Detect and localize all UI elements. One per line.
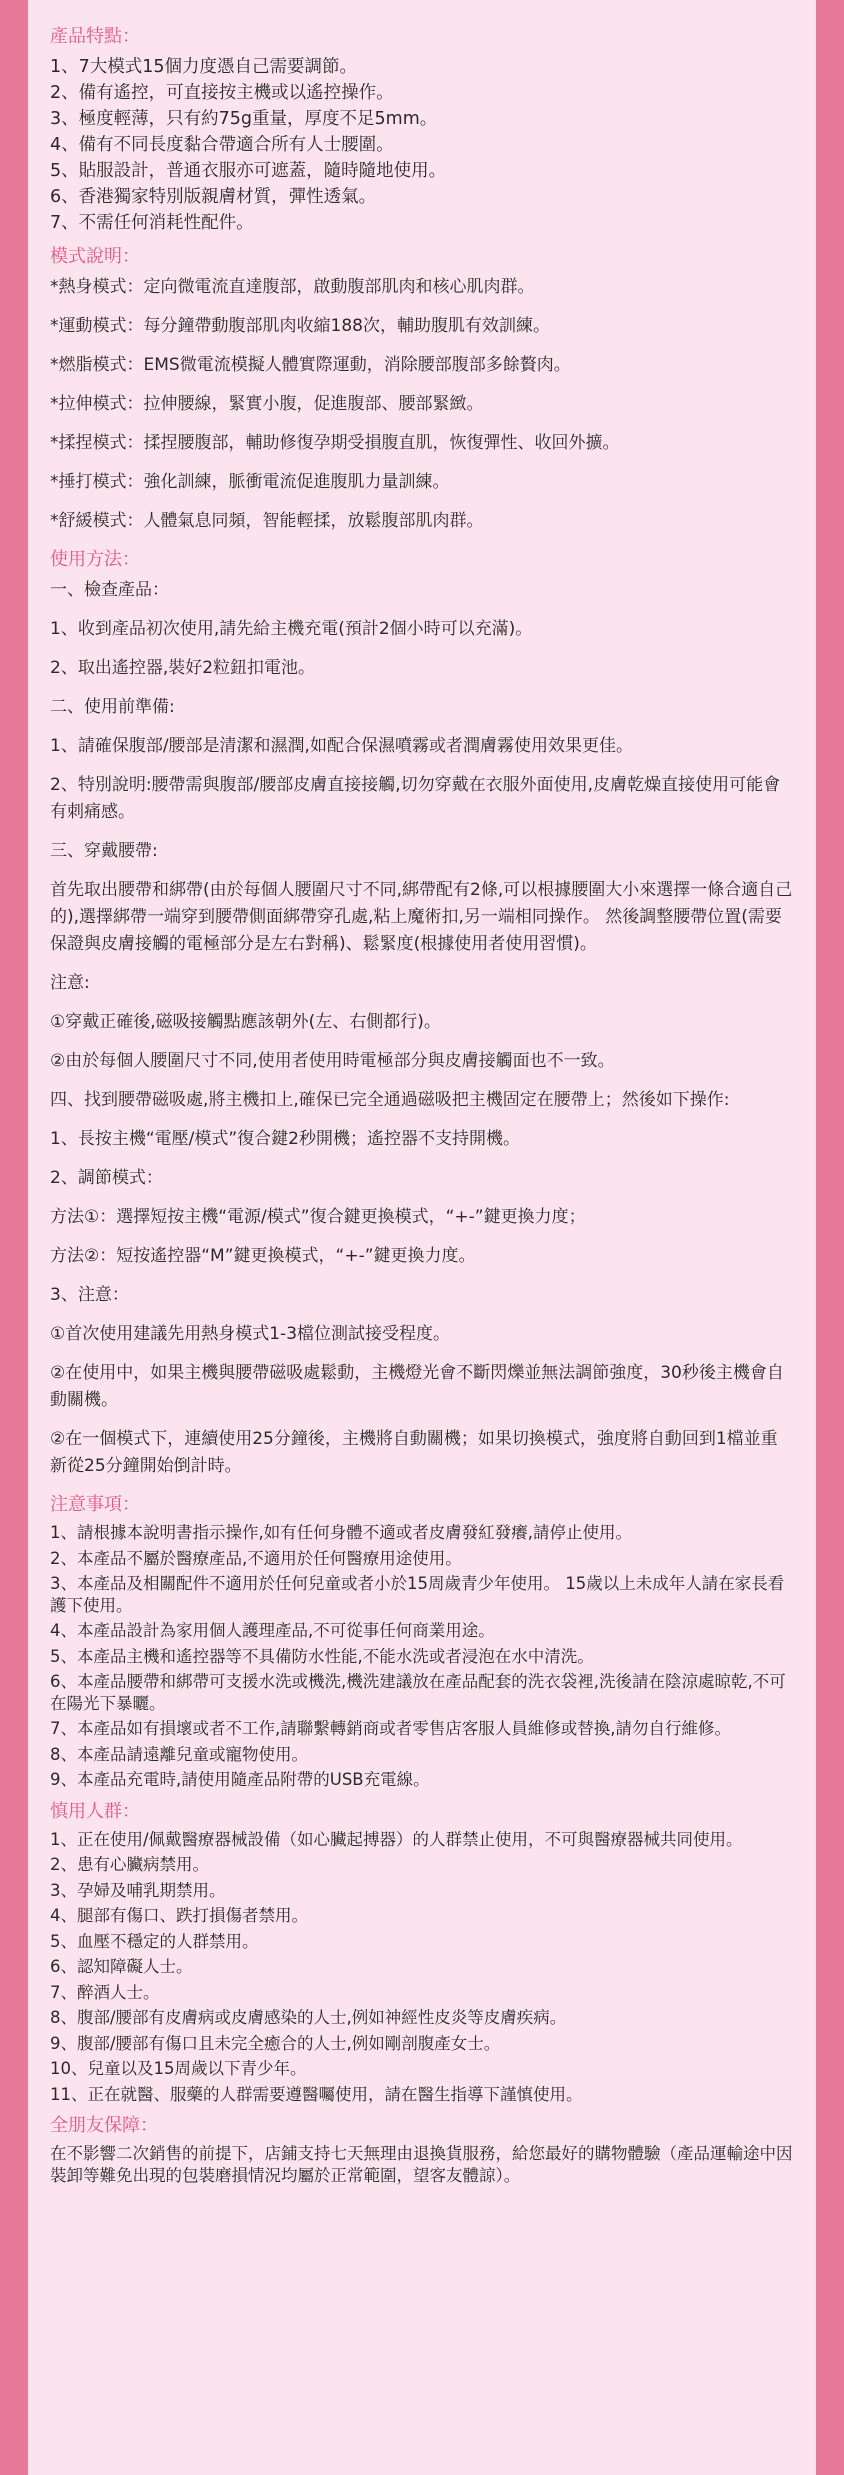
caution-heading: 慎用人群： <box>50 1800 140 1822</box>
note-item: 1、請根據本說明書指示操作,如有任何身體不適或者皮膚發紅發癢,請停止使用。 <box>50 1523 632 1542</box>
note-item: 7、本產品如有損壞或者不工作,請聯繫轉銷商或者零售店客服人員維修或替換,請勿自行維修。 <box>50 1719 731 1738</box>
usage-item: 首先取出腰帶和綁帶(由於每個人腰圍尺寸不同,綁帶配有2條,可以根據腰圍大小來選擇一條合適自己的),選擇綁帶一端穿到腰帶側面綁帶穿孔處,粘上魔術扣,另一端相同操作。 然後調整腰帶位置(需要保證與皮膚接觸的電極部分是左右對稱)、鬆緊度(根據使用者使用習慣)。 <box>50 880 793 954</box>
feature-item: 5、貼服設計，普通衣服亦可遮蓋，隨時隨地使用。 <box>50 161 447 181</box>
caution-item: 7、醉酒人士。 <box>50 1982 160 2002</box>
caution-item: 9、腹部/腰部有傷口且未完全癒合的人士,例如剛剖腹產女士。 <box>50 2033 501 2053</box>
caution-section <box>50 1799 794 2106</box>
usage-item: 四、找到腰帶磁吸處,將主機扣上,確保已完全通過磁吸把主機固定在腰帶上；然後如下操作: <box>50 1090 730 1110</box>
usage-item: ②在一個模式下，連續使用25分鐘後，主機將自動關機；如果切換模式，強度將自動回到1檔並重新從25分鐘開始倒計時。 <box>50 1429 778 1476</box>
caution-item: 4、腿部有傷口、跌打損傷者禁用。 <box>50 1906 308 1925</box>
caution-item: 1、正在使用/佩戴醫療器械設備（如心臟起搏器）的人群禁止使用，不可與醫療器械共同使用。 <box>50 1829 743 1849</box>
note-item: 2、本產品不屬於醫療產品,不適用於任何醫療用途使用。 <box>50 1548 462 1568</box>
usage-item: 二、使用前準備: <box>50 697 175 717</box>
usage-item: 1、長按主機“電壓/模式”復合鍵2秒開機；遙控器不支持開機。 <box>50 1129 520 1149</box>
usage-item: 3、注意： <box>50 1285 129 1305</box>
info-card <box>28 0 816 2475</box>
note-item: 9、本產品充電時,請使用隨產品附帶的USB充電線。 <box>50 1770 430 1789</box>
caution-item: 11、正在就醫、服藥的人群需要遵醫囑使用，請在醫生指導下謹慎使用。 <box>50 2084 583 2104</box>
caution-item: 6、認知障礙人士。 <box>50 1957 193 1976</box>
note-item: 8、本產品請遠離兒童或寵物使用。 <box>50 1744 308 1764</box>
feature-item: 3、極度輕薄，只有約75g重量，厚度不足5mm。 <box>50 109 438 129</box>
mode-item: *捶打模式：強化訓練，脈衝電流促進腹肌力量訓練。 <box>50 472 450 492</box>
feature-item: 2、備有遙控，可直接按主機或以遙控操作。 <box>50 83 394 103</box>
usage-heading: 使用方法： <box>50 549 140 570</box>
usage-item: 注意: <box>50 973 90 993</box>
features-section <box>50 24 794 236</box>
feature-item: 7、不需任何消耗性配件。 <box>50 213 254 233</box>
features-heading: 產品特點： <box>50 26 140 47</box>
usage-item: ①首次使用建議先用熱身模式1-3檔位測試接受程度。 <box>50 1324 451 1344</box>
mode-item: *拉伸模式：拉伸腰線，緊實小腹，促進腹部、腰部緊緻。 <box>50 394 484 414</box>
usage-item: ①穿戴正確後,磁吸接觸點應該朝外(左、右側都行)。 <box>50 1012 441 1032</box>
feature-item: 4、備有不同長度黏合帶適合所有人士腰圍。 <box>50 135 394 155</box>
note-item: 5、本產品主機和遙控器等不具備防水性能,不能水洗或者浸泡在水中清洗。 <box>50 1646 594 1666</box>
guarantee-section <box>50 2113 794 2186</box>
feature-item: 1、7大模式15個力度憑自己需要調節。 <box>50 57 358 77</box>
mode-item: *運動模式：每分鐘帶動腹部肌肉收縮188次，輔助腹肌有效訓練。 <box>50 316 550 336</box>
usage-item: 1、收到產品初次使用,請先給主機充電(預計2個小時可以充滿)。 <box>50 619 533 639</box>
caution-item: 2、患有心臟病禁用。 <box>50 1855 209 1874</box>
usage-section <box>50 547 794 1480</box>
usage-item: 一、檢查產品： <box>50 580 169 600</box>
guarantee-heading: 全朋友保障： <box>50 2115 158 2136</box>
modes-section <box>50 244 794 535</box>
caution-item: 8、腹部/腰部有皮膚病或皮膚感染的人士,例如神經性皮炎等皮膚疾病。 <box>50 2008 567 2027</box>
usage-item: 2、調節模式： <box>50 1168 163 1188</box>
mode-item: *熱身模式：定向微電流直達腹部，啟動腹部肌肉和核心肌肉群。 <box>50 277 535 297</box>
notes-heading: 注意事項： <box>50 1494 140 1515</box>
modes-heading: 模式說明： <box>50 246 140 267</box>
usage-item: ②在使用中，如果主機與腰帶磁吸處鬆動，主機燈光會不斷閃爍並無法調節強度，30秒後主機會自動關機。 <box>50 1363 784 1410</box>
usage-item: 2、取出遙控器,裝好2粒鈕扣電池。 <box>50 658 316 678</box>
usage-item: 三、穿戴腰帶: <box>50 841 158 861</box>
caution-item: 3、孕婦及哺乳期禁用。 <box>50 1880 226 1900</box>
note-item: 3、本產品及相關配件不適用於任何兒童或者小於15周歲青少年使用。 15歲以上未成年人請在家長看護下使用。 <box>50 1574 785 1615</box>
mode-item: *揉捏模式：揉捏腰腹部，輔助修復孕期受損腹直肌，恢復彈性、收回外擴。 <box>50 433 620 453</box>
usage-item: 2、特別說明:腰帶需與腹部/腰部皮膚直接接觸,切勿穿戴在衣服外面使用,皮膚乾燥直接使用可能會有刺痛感。 <box>50 775 781 822</box>
mode-item: *燃脂模式：EMS微電流模擬人體實際運動，消除腰部腹部多餘贅肉。 <box>50 355 571 375</box>
mode-item: *舒緩模式：人體氣息同頻，智能輕揉，放鬆腹部肌肉群。 <box>50 511 484 531</box>
note-item: 6、本產品腰帶和綁帶可支援水洗或機洗,機洗建議放在產品配套的洗衣袋裡,洗後請在陰涼處晾乾,不可在陽光下暴曬。 <box>50 1672 786 1713</box>
usage-item: ②由於每個人腰圍尺寸不同,使用者使用時電極部分與皮膚接觸面也不一致。 <box>50 1051 615 1071</box>
usage-item: 1、請確保腹部/腰部是清潔和濕潤,如配合保濕噴霧或者潤膚霧使用效果更佳。 <box>50 736 633 756</box>
feature-item: 6、香港獨家特別版親膚材質，彈性透氣。 <box>50 187 377 207</box>
caution-item: 5、血壓不穩定的人群禁用。 <box>50 1931 259 1951</box>
notes-section <box>50 1492 794 1791</box>
usage-item: 方法①：選擇短按主機“電源/模式”復合鍵更換模式，“+-”鍵更換力度； <box>50 1207 586 1227</box>
guarantee-text: 在不影響二次銷售的前提下，店鋪支持七天無理由退換貨服務，給您最好的購物體驗（產品運輸途中因裝卸等難免出現的包裝磨損情況均屬於正常範圍，望客友體諒）。 <box>50 2144 793 2185</box>
caution-item: 10、兒童以及15周歲以下青少年。 <box>50 2059 307 2078</box>
usage-item: 方法②：短按遙控器“M”鍵更換模式，“+-”鍵更換力度。 <box>50 1246 476 1266</box>
note-item: 4、本產品設計為家用個人護理產品,不可從事任何商業用途。 <box>50 1621 495 1640</box>
